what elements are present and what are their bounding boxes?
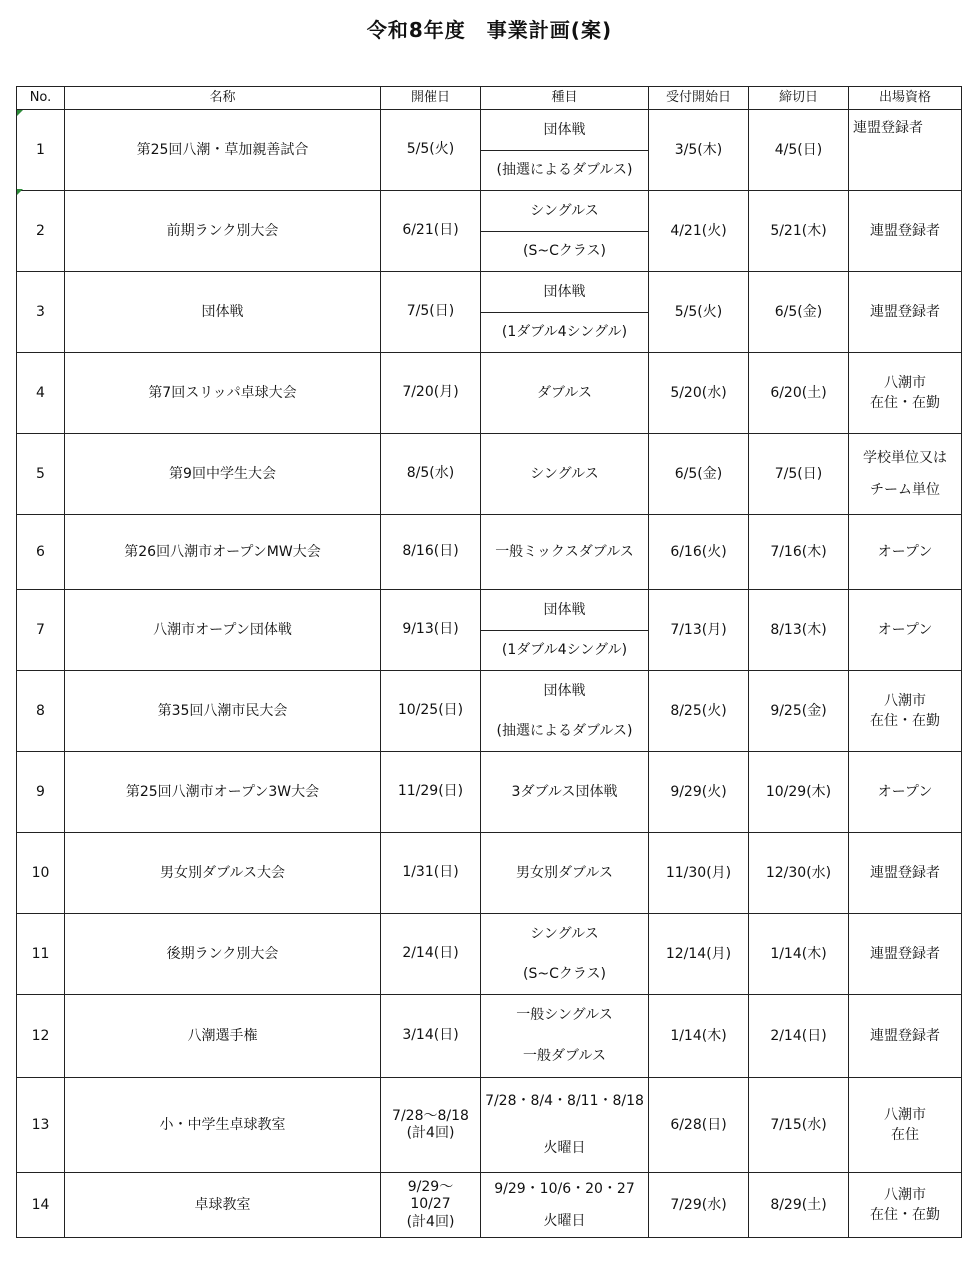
event-line: 火曜日	[543, 1212, 586, 1229]
cell-deadline: 1/14(木)	[749, 914, 849, 995]
cell-deadline: 5/21(木)	[749, 191, 849, 272]
table-row	[17, 1078, 962, 1173]
cell-qualification	[849, 110, 962, 191]
table-row	[17, 191, 962, 272]
qualification-line: 在住・在勤	[870, 713, 940, 729]
event-line: 団体戦	[481, 110, 648, 151]
cell-deadline: 7/15(水)	[749, 1078, 849, 1173]
cell-no: 2	[17, 191, 65, 272]
cell-start: 1/14(木)	[649, 995, 749, 1078]
cell-qualification	[849, 833, 962, 914]
cell-name: 第25回八潮・草加親善試合	[65, 110, 381, 191]
cell-start: 11/30(月)	[649, 833, 749, 914]
cell-date: 11/29(日)	[381, 752, 481, 833]
cell-name: 八潮市オープン団体戦	[65, 590, 381, 671]
qualification-line: 連盟登録者	[870, 945, 940, 962]
cell-event	[481, 590, 649, 671]
qualification-line: 学校単位又は	[863, 449, 947, 466]
page-title: 令和8年度 事業計画(案)	[366, 18, 613, 42]
cell-name: 第7回スリッパ卓球大会	[65, 353, 381, 434]
cell-event	[481, 752, 649, 833]
event-line: (1ダブル4シングル)	[501, 642, 628, 659]
table-row	[17, 752, 962, 833]
cell-start: 6/28(日)	[649, 1078, 749, 1173]
event-plan-table	[16, 86, 962, 1238]
event-line: シングルス	[530, 925, 599, 942]
cell-date: 8/5(水)	[381, 434, 481, 515]
cell-event	[481, 833, 649, 914]
cell-no: 8	[17, 671, 65, 752]
qualification-line: 八潮市	[884, 1186, 926, 1203]
cell-marker	[17, 110, 23, 116]
cell-deadline: 8/29(土)	[749, 1173, 849, 1238]
header-no: No.	[17, 87, 65, 110]
qualification-line: オープン	[877, 783, 933, 800]
cell-deadline: 10/29(木)	[749, 752, 849, 833]
cell-deadline: 7/16(木)	[749, 515, 849, 590]
cell-event	[481, 191, 649, 272]
cell-name: 団体戦	[65, 272, 381, 353]
cell-date: 7/28～8/18 (計4回)	[381, 1078, 481, 1173]
event-line: 団体戦	[481, 590, 648, 631]
cell-no: 7	[17, 590, 65, 671]
cell-date: 2/14(日)	[381, 914, 481, 995]
cell-deadline: 4/5(日)	[749, 110, 849, 191]
cell-start: 6/16(火)	[649, 515, 749, 590]
cell-event	[481, 110, 649, 191]
qualification-line: 在住・在勤	[870, 395, 940, 411]
table-row	[17, 671, 962, 752]
event-line: シングルス	[530, 465, 599, 482]
cell-no: 1	[17, 110, 65, 191]
qualification-line: 連盟登録者	[870, 303, 940, 320]
cell-start: 9/29(火)	[649, 752, 749, 833]
cell-deadline: 6/5(金)	[749, 272, 849, 353]
cell-date: 7/20(月)	[381, 353, 481, 434]
event-group	[481, 110, 648, 190]
cell-name: 卓球教室	[65, 1173, 381, 1238]
event-group	[481, 914, 648, 994]
cell-name: 男女別ダブルス大会	[65, 833, 381, 914]
cell-start: 7/29(水)	[649, 1173, 749, 1238]
cell-marker	[17, 189, 23, 195]
header-event: 種目	[481, 87, 649, 110]
cell-qualification	[849, 995, 962, 1078]
event-line: 3ダブルス団体戦	[511, 783, 618, 800]
cell-qualification	[849, 1173, 962, 1238]
table-row	[17, 272, 962, 353]
header-start: 受付開始日	[649, 87, 749, 110]
cell-no: 10	[17, 833, 65, 914]
table-row	[17, 833, 962, 914]
cell-event	[481, 1173, 649, 1238]
cell-deadline: 12/30(水)	[749, 833, 849, 914]
event-group	[481, 995, 648, 1077]
cell-no: 4	[17, 353, 65, 434]
cell-start: 4/21(火)	[649, 191, 749, 272]
header-deadline: 締切日	[749, 87, 849, 110]
cell-no: 5	[17, 434, 65, 515]
cell-date: 6/21(日)	[381, 191, 481, 272]
event-line: (S~Cクラス)	[523, 243, 606, 260]
event-group	[481, 191, 648, 271]
cell-no: 14	[17, 1173, 65, 1238]
table-row	[17, 995, 962, 1078]
cell-start: 5/20(水)	[649, 353, 749, 434]
table-row	[17, 1173, 962, 1238]
event-group	[481, 1078, 648, 1172]
cell-deadline: 6/20(土)	[749, 353, 849, 434]
cell-no: 12	[17, 995, 65, 1078]
cell-name: 前期ランク別大会	[65, 191, 381, 272]
cell-date: 5/5(火)	[381, 110, 481, 191]
qualification-line: 連盟登録者	[853, 120, 923, 136]
cell-event	[481, 1078, 649, 1173]
qualification-line: 八潮市	[884, 1106, 926, 1123]
cell-date: 8/16(日)	[381, 515, 481, 590]
qualification-line: 在住	[891, 1127, 919, 1143]
table-header-row	[17, 87, 962, 110]
event-line: 9/29・10/6・20・27	[494, 1180, 635, 1197]
cell-name: 小・中学生卓球教室	[65, 1078, 381, 1173]
qualification-line: オープン	[877, 621, 933, 638]
cell-no: 13	[17, 1078, 65, 1173]
cell-qualification	[849, 752, 962, 833]
table-row	[17, 110, 962, 191]
cell-date: 7/5(日)	[381, 272, 481, 353]
cell-start: 5/5(火)	[649, 272, 749, 353]
cell-qualification	[849, 272, 962, 353]
qualification-line: チーム単位	[870, 482, 940, 498]
cell-qualification	[849, 515, 962, 590]
cell-qualification	[849, 434, 962, 515]
event-line: 男女別ダブルス	[515, 864, 614, 881]
event-line: (S~Cクラス)	[523, 965, 606, 982]
cell-name: 第26回八潮市オープンMW大会	[65, 515, 381, 590]
event-line: (抽選によるダブルス)	[496, 722, 633, 739]
header-qualification: 出場資格	[849, 87, 962, 110]
cell-name: 八潮選手権	[65, 995, 381, 1078]
cell-qualification	[849, 191, 962, 272]
qualification-line: 八潮市	[884, 374, 926, 391]
cell-date: 9/13(日)	[381, 590, 481, 671]
cell-date: 1/31(日)	[381, 833, 481, 914]
event-line: ダブルス	[536, 384, 593, 401]
cell-start: 8/25(火)	[649, 671, 749, 752]
event-line: シングルス	[481, 191, 648, 232]
cell-date: 3/14(日)	[381, 995, 481, 1078]
event-line: 団体戦	[543, 682, 586, 699]
cell-no: 11	[17, 914, 65, 995]
event-group	[481, 272, 648, 352]
cell-event	[481, 914, 649, 995]
table-row	[17, 434, 962, 515]
cell-date: 9/29～ 10/27 (計4回)	[381, 1173, 481, 1238]
cell-name: 第25回八潮市オープン3W大会	[65, 752, 381, 833]
cell-start: 7/13(月)	[649, 590, 749, 671]
cell-deadline: 9/25(金)	[749, 671, 849, 752]
cell-qualification	[849, 914, 962, 995]
header-name: 名称	[65, 87, 381, 110]
cell-qualification	[849, 1078, 962, 1173]
cell-start: 12/14(月)	[649, 914, 749, 995]
cell-no: 9	[17, 752, 65, 833]
cell-event	[481, 995, 649, 1078]
cell-name: 第9回中学生大会	[65, 434, 381, 515]
event-line: 一般ダブルス	[522, 1048, 607, 1065]
qualification-line: 在住・在勤	[870, 1207, 940, 1223]
cell-deadline: 8/13(木)	[749, 590, 849, 671]
qualification-line: 八潮市	[884, 692, 926, 709]
cell-no: 3	[17, 272, 65, 353]
qualification-line: 連盟登録者	[870, 864, 940, 881]
event-line: (抽選によるダブルス)	[496, 162, 633, 179]
cell-name: 後期ランク別大会	[65, 914, 381, 995]
event-line: 7/28・8/4・8/11・8/18	[485, 1093, 644, 1110]
cell-start: 3/5(木)	[649, 110, 749, 191]
cell-name: 第35回八潮市民大会	[65, 671, 381, 752]
table-row	[17, 353, 962, 434]
qualification-line: オープン	[877, 543, 933, 560]
event-line: 団体戦	[481, 272, 648, 313]
event-line: 一般シングルス	[516, 1007, 613, 1024]
cell-qualification	[849, 353, 962, 434]
table-row	[17, 515, 962, 590]
cell-qualification	[849, 590, 962, 671]
event-line: (1ダブル4シングル)	[501, 324, 628, 341]
cell-event	[481, 353, 649, 434]
event-line: 一般ミックスダブルス	[495, 543, 634, 560]
header-date: 開催日	[381, 87, 481, 110]
cell-event	[481, 515, 649, 590]
qualification-line: 連盟登録者	[870, 222, 940, 239]
cell-event	[481, 272, 649, 353]
cell-date: 10/25(日)	[381, 671, 481, 752]
table-row	[17, 590, 962, 671]
event-line: 火曜日	[543, 1140, 586, 1157]
cell-event	[481, 671, 649, 752]
cell-start: 6/5(金)	[649, 434, 749, 515]
cell-no: 6	[17, 515, 65, 590]
qualification-line: 連盟登録者	[870, 1027, 940, 1044]
cell-deadline: 7/5(日)	[749, 434, 849, 515]
event-group	[481, 671, 648, 751]
event-group	[481, 1173, 648, 1237]
cell-deadline: 2/14(日)	[749, 995, 849, 1078]
cell-event	[481, 434, 649, 515]
cell-qualification	[849, 671, 962, 752]
event-group	[481, 590, 648, 670]
table-row	[17, 914, 962, 995]
